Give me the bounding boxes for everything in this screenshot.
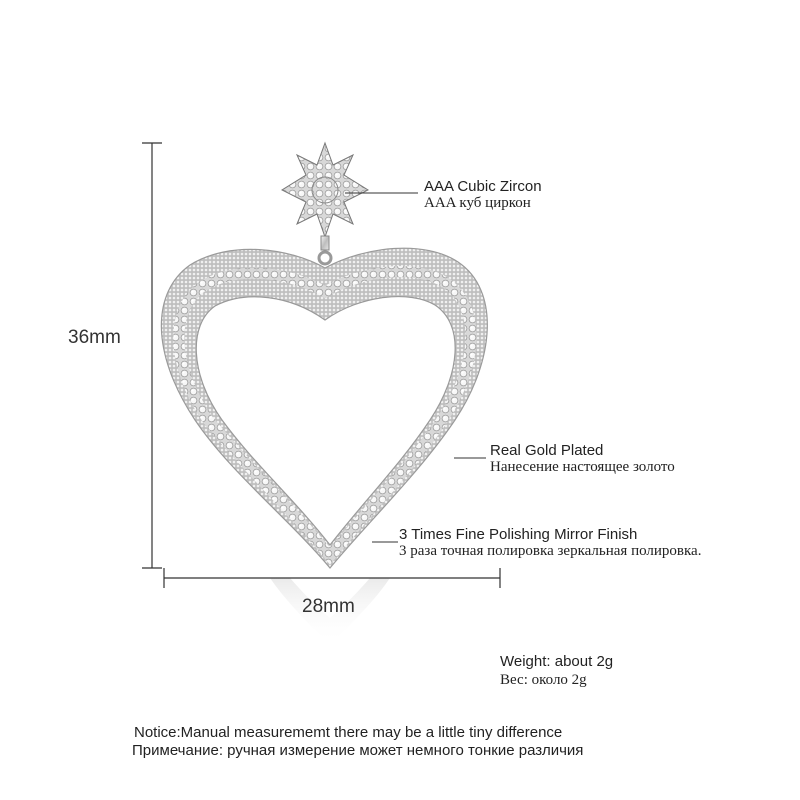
star-stud (282, 143, 368, 237)
notice-ru: Примечание: ручная измерение может немного тонкие различия (132, 742, 584, 759)
width-dimension-label: 28mm (302, 596, 355, 617)
height-dimension-label: 36mm (68, 327, 121, 348)
callout-polishing-en: 3 Times Fine Polishing Mirror Finish (399, 526, 638, 543)
callout-zircon (424, 178, 542, 212)
callout-polishing-ru: 3 раза точная полировка зеркальная полировка. (399, 543, 702, 559)
width-dimension-line (164, 568, 500, 588)
weight-ru: Вес: около 2g (500, 672, 587, 688)
weight-en: Weight: about 2g (500, 653, 614, 670)
jump-ring (319, 236, 331, 264)
callout-zircon-ru: AAA куб циркон (424, 195, 531, 211)
callout-gold-plated (490, 442, 675, 476)
callout-polishing (399, 526, 701, 560)
notice (132, 724, 583, 760)
notice-en: Notice:Manual measurememt there may be a little tiny difference (134, 724, 563, 741)
callout-gold-plated-en: Real Gold Plated (490, 442, 604, 459)
callout-zircon-en: AAA Cubic Zircon (424, 178, 542, 195)
callout-gold-plated-ru: Нанесение настоящее золото (490, 459, 675, 475)
height-dimension-line (142, 143, 162, 568)
heart-frame (161, 248, 487, 568)
weight-info (500, 653, 613, 689)
